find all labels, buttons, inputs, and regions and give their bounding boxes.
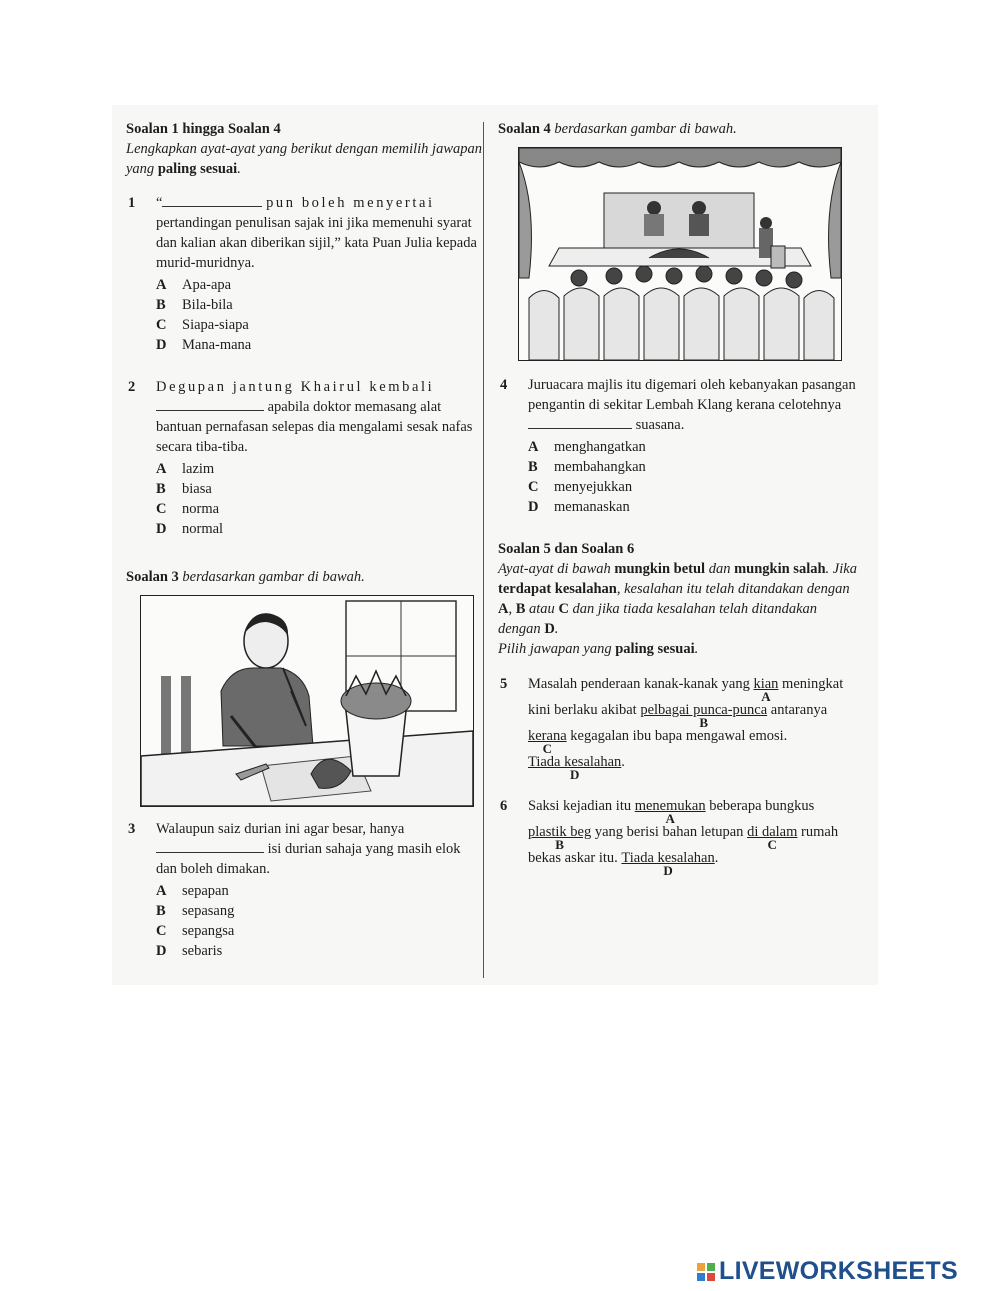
choose-instruction: Pilih jawapan yang paling sesuai.	[498, 641, 699, 657]
option-d[interactable]: D memanaskan	[528, 499, 630, 515]
answer-blank[interactable]	[162, 194, 262, 207]
option-d[interactable]: D sebaris	[156, 943, 223, 959]
answer-blank[interactable]	[156, 398, 264, 411]
question-2-options	[156, 459, 482, 539]
left-column	[126, 119, 482, 961]
error-option-a[interactable]: menemukan A	[634, 798, 706, 826]
right-column	[498, 119, 862, 878]
option-b[interactable]: B Bila-bila	[156, 297, 233, 313]
option-b[interactable]: B sepasang	[156, 903, 235, 919]
question-4	[498, 375, 862, 517]
error-option-c[interactable]: di dalam C	[747, 824, 798, 852]
question-3-text: Walaupun saiz durian ini agar besar, hanya isi durian sahaja yang masih elok dan boleh dimakan.	[156, 821, 461, 877]
section-title-q3: Soalan 3 berdasarkan gambar di bawah.	[126, 569, 365, 585]
instruction-q5-6: Ayat-ayat di bawah mungkin betul dan mungkin salah. Jika terdapat kesalahan, kesalahan itu telah ditandakan dengan A, B atau C dan jika tiada kesalahan telah ditandakan dengan D.	[498, 561, 857, 637]
option-a[interactable]: A sepapan	[156, 883, 229, 899]
option-a[interactable]: A lazim	[156, 461, 215, 477]
question-number: 5	[500, 676, 508, 692]
option-b[interactable]: B membahangkan	[528, 459, 646, 475]
question-number: 3	[128, 821, 136, 837]
instruction: Lengkapkan ayat-ayat yang berikut dengan memilih jawapan yang paling sesuai.	[126, 141, 482, 177]
durian-illustration	[140, 595, 474, 807]
option-b[interactable]: B biasa	[156, 481, 212, 497]
wedding-ceremony-picture	[519, 148, 841, 360]
section-title-q1-4: Soalan 1 hingga Soalan 4	[126, 121, 281, 137]
option-c[interactable]: C sepangsa	[156, 923, 235, 939]
question-2	[126, 377, 482, 539]
question-2-text: Degupan jantung Khairul kembali apabila doktor memasang alat bantuan pernafasan selepas dia mengalami sesak nafas secara tiba-tiba.	[156, 379, 473, 455]
option-d[interactable]: D normal	[156, 521, 224, 537]
answer-blank[interactable]	[528, 416, 632, 429]
question-number: 4	[500, 377, 508, 393]
question-6: 6 Saksi kejadian itu menemukan A beberapa bungkus plastik beg B yang berisi bahan letupan di dalam C rumah bekas askar itu. Tiada kesalahan D .	[498, 793, 862, 871]
column-divider	[483, 122, 484, 978]
answer-blank[interactable]	[156, 840, 264, 853]
question-number: 1	[128, 195, 136, 211]
question-number: 6	[500, 798, 508, 814]
option-a[interactable]: A menghangatkan	[528, 439, 646, 455]
question-3	[126, 819, 482, 961]
option-a[interactable]: A Apa-apa	[156, 277, 232, 293]
question-4-text: Juruacara majlis itu digemari oleh kebanyakan pasangan pengantin di sekitar Lembah Klang kerana celotehnya suasana.	[528, 377, 856, 433]
brand-name: LIVEWORKSHEETS	[719, 1257, 958, 1285]
question-number: 2	[128, 379, 136, 395]
section-title-q5-6: Soalan 5 dan Soalan 6	[498, 541, 635, 557]
question-4-options	[528, 437, 862, 517]
question-1-options	[156, 275, 482, 355]
question-5: 5 Masalah penderaan kanak-kanak yang kian A meningkat kini berlaku akibat pelbagai punca-punca B antaranya kerana C kegagalan ibu bapa mengawal emosi. Tiada kesalahan D .	[498, 671, 862, 775]
option-d[interactable]: D Mana-mana	[156, 337, 252, 353]
option-c[interactable]: C menyejukkan	[528, 479, 633, 495]
question-1-text: “ pun boleh menyertai pertandingan penulisan sajak ini jika memenuhi syarat dan kalian akan diberikan sijil,” kata Puan Julia kepada murid-muridnya.	[156, 195, 477, 271]
wedding-illustration	[518, 147, 842, 361]
error-option-c[interactable]: kerana C	[528, 728, 567, 756]
option-c[interactable]: C norma	[156, 501, 220, 517]
error-option-d[interactable]: Tiada kesalahan D	[528, 754, 622, 782]
section-title-q4: Soalan 4 berdasarkan gambar di bawah.	[498, 121, 737, 137]
error-option-d[interactable]: Tiada kesalahan D	[621, 850, 715, 878]
error-option-a[interactable]: kian A	[753, 676, 779, 704]
option-c[interactable]: C Siapa-siapa	[156, 317, 249, 333]
liveworksheets-logo[interactable]	[697, 1257, 958, 1286]
question-1	[126, 193, 482, 355]
error-option-b[interactable]: plastik beg B	[528, 824, 592, 852]
error-option-b[interactable]: pelbagai punca-punca B	[640, 702, 768, 730]
question-3-options	[156, 881, 482, 961]
boy-eating-durian-picture	[141, 596, 473, 806]
liveworksheets-logo-icon	[697, 1263, 715, 1281]
